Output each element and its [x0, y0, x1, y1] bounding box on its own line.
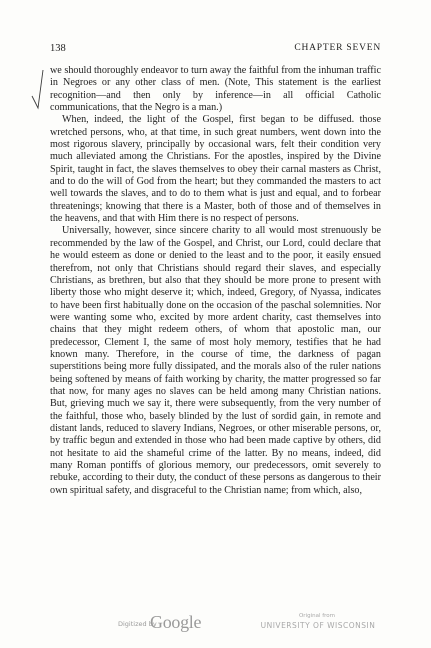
page-number: 138	[50, 43, 66, 54]
margin-check-mark	[30, 68, 46, 112]
paragraph: Universally, however, since sincere charity to all would most strenuously be recommended by the law of the Gospel, and Christ, our Lord, could declare that he would esteem as done or denied to the least and to the poor, it easily ensued therefrom, not only that Christians should regard their slaves, and especially Christians, as brethren, but also that they should be more prone to present with liberty those who might deserve it; which, indeed, Gregory, of Nyassa, indicates to have been first habitually done on the occasion of the paschal solemnities. Nor were wanting some who, excited by more ardent charity, cast themselves into chains that they might redeem others, of whom that apostolic man, our predecessor, Clement I, the same of most holy memory, testifies that he had known many. Therefore, in the course of time, the darkness of pagan superstitions being more fully dissipated, and the morals also of the ruler nations being softened by means of faith working by charity, the matter progressed so far that now, for many ages no slaves can be held among many Christian nations. But, grieving much we say it, there were subsequently, from the very number of the faithful, those who, basely blinded by the lust of sordid gain, in remote and distant lands, reduced to slavery Indians, Negroes, or other miserable persons, or, by traffic begun and extended in those who had been made captive by others, did not hesitate to aid the shameful crime of the latter. By no means, indeed, did many Roman pontiffs of glorious memory, our predecessors, omit severely to rebuke, according to their duty, the conduct of these persons as dangerous to their own spiritual safety, and disgraceful to the Christian name; from which, also,	[50, 225, 381, 496]
university-label: UNIVERSITY OF WISCONSIN	[260, 621, 376, 630]
running-head: CHAPTER SEVEN	[294, 43, 381, 53]
original-from-label: Original from	[298, 613, 336, 619]
google-logo: Google	[150, 612, 202, 632]
paragraph-continued: we should thoroughly endeavor to turn away the faithful from the inhuman traffic in Negroes or any other class of men. (Note, This statement is the earliest recognition—and then only by inference—in all official Catholic communications, that the Negro is a man.)	[50, 65, 381, 114]
digitized-by-label: Digitized by	[118, 620, 157, 628]
body-text	[50, 65, 381, 497]
digitization-footer	[0, 612, 431, 642]
paragraph: When, indeed, the light of the Gospel, first began to be diffused. those wretched persons, who, at that time, in such great numbers, went down into the most rigorous slavery, principally by occasional wars, felt their condition very much alleviated among the Christians. For the apostles, inspired by the Divine Spirit, taught in fact, the slaves themselves to obey their carnal masters as Christ, and to do the will of God from the heart; but they commanded the masters to act well towards the slaves, and to do to them what is just and equal, and to forbear threatenings; knowing that there is a Master, both of those and of themselves in the heavens, and that with Him there is no respect of persons.	[50, 114, 381, 225]
page-header	[50, 43, 381, 57]
